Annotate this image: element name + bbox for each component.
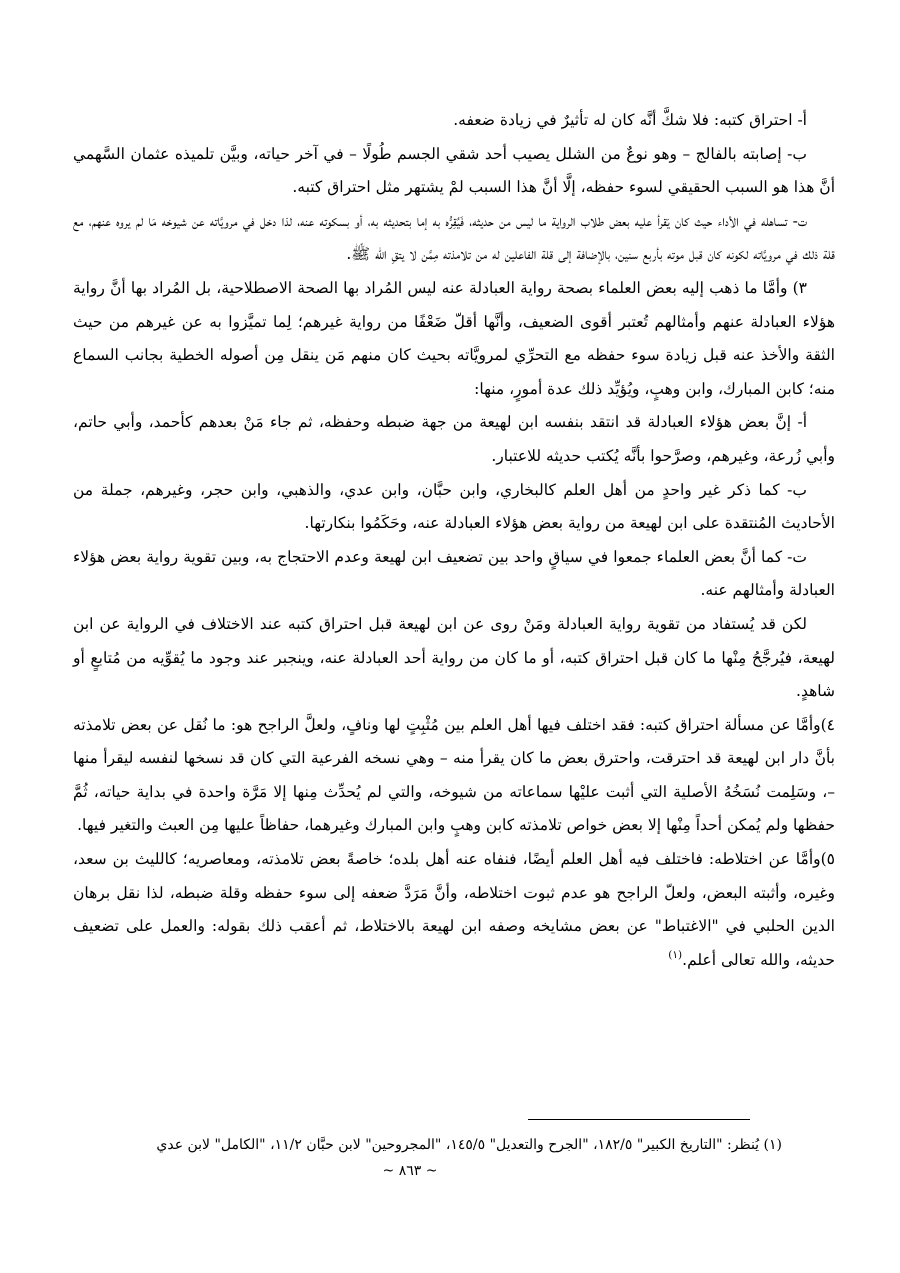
footnote-reference[interactable]: (١)	[668, 948, 683, 961]
paragraph-point-4: ٤)وأمَّا عن مسألة احتراق كتبه: فقد اختلف فيها أهل العلم بين مُثْبِتٍ لها ونافٍ، ولعلَّ الراجح هو: ما نُقل عن بعض تلامذته بأنَّ دار ابن لهيعة قد احترقت، واحترق بعض ما كان يقرأ منه – وهي نسخه الفرعية التي كان قد نسخها لنفسه ليقرأ منها –، وسَلِمت نُسَخُهُ الأصلية التي أثبت عليْها سماعاته من شيوخه، والتي لم يُحدِّث مِنها إلا مَرَّة واحدة في بداية حياته، ثُمَّ حفظها ولم يُمكن أحداً مِنْها إلا بعض خواص تلامذته كابن وهبٍ وابن المبارك وغيرهما، حفاظاً عليها مِن العبث والتغير فيها.	[73, 715, 835, 835]
paragraph-point-5-text: ٥)وأمَّا عن اختلاطه: فاختلف فيه أهل العلم أيضًا، فنفاه عنه أهل بلده؛ خاصةً بعض تلامذته، ومعاصريه؛ كالليث بن سعد، وغيره، وأثبته البعض، ولعلّ الراجح هو عدم ثبوت اختلاطه، وأنَّ مَرَدَّ ضعفه إلى سوء حفظه وقلة ضبطه، لذا نقل برهان الدين الحلبي في "الاغتباط" عن بعض مشايخه وصفه ابن لهيعة بالاختلاط، ثم أعقب ذلك بقوله: والعمل على تضعيف حديثه، والله تعالى أعلم.	[73, 850, 835, 969]
footnote-divider	[528, 1119, 750, 1120]
paragraph-burning-of-books: أ- احتراق كتبه: فلا شكَّ أنَّه كان له تأثيرٌ في زيادة ضعفه.	[453, 111, 807, 129]
paragraph-point-3-t: ت- كما أنَّ بعض العلماء جمعوا في سياقٍ واحد بين تضعيف ابن لهيعة وعدم الاحتجاج به، وبين تقوية رواية بعض هؤلاء العبادلة وأمثالهم عنه.	[73, 547, 835, 600]
paragraph-point-3: ٣) وأمَّا ما ذهب إليه بعض العلماء بصحة رواية العبادلة عنه ليس المُراد بها الصحة الاصطلاحية، بل المُراد بها أنَّ رواية هؤلاء العبادلة عنهم وأمثالهم تُعتبر أقوى الضعيف، وأنَّها أقلّ ضَعْفًا من رواية غيرهم؛ لِما تميَّزوا به عن غيرهم من حيث الثقة والأخذ عنه قبل زيادة سوء حفظه مع التحرِّي لمرويَّاته بحيث كان منهم مَن ينقل مِن أصوله الخطية بجانب السماع منه؛ كابن المبارك، وابن وهبٍ، ويُؤيِّد ذلك عدة أمورٍ، منها:	[73, 278, 835, 398]
paragraph-paralysis: ب- إصابته بالفالج – وهو نوعٌ من الشلل يصيب أحد شقي الجسم طُولًا – في آخر حياته، وبيَّن تلميذه عثمان السَّهمي أنَّ هذا هو السبب الحقيقي لسوء حفظه، إلَّا أنَّ هذا السبب لمْ يشتهر مثل احتراق كتبه.	[73, 144, 835, 197]
paragraph-leniency: ت- تساهله في الأداء حيث كان يَقرأ عليه بعض طلاب الرواية ما ليس من حديثه، فَيُقِرُّه به إما بتحديثه به، أو بسكوته عنه، لذا دخل في مرويَّاته عن شيوخه مَا لم يروه عنهم، مع قلة ذلك في مرويَّاته لكونه كان قبل موته بأربع سنين، بالإضافة إلى قلة الفاعلين له من تلامذته مِمَّن لا يتقِ الله ﷺ.	[73, 211, 835, 264]
footnote-text: (١) يُنظر: "التاريخ الكبير" ١٨٢/٥، "الجرح والتعديل" ١٤٥/٥، "المجروحين" لابن حبَّان ١١/٢، "الكامل" لابن عدي	[156, 1137, 782, 1153]
page-number: ~ ٨٦٣ ~	[382, 1163, 438, 1179]
paragraph-point-5	[73, 843, 835, 977]
paragraph-conclusion: لكن قد يُستفاد من تقوية رواية العبادلة ومَنْ روى عن ابن لهيعة قبل احتراق كتبه عند الاختلاف في الرواية عن ابن لهيعة، فيُرجَّحُ مِنْها ما كان قبل احتراق كتبه، أو ما كان من رواية أحد العبادلة عنه، وينجبر عند وجود ما يُقوِّيه من مُتابعٍ أو شاهدٍ.	[73, 614, 835, 701]
main-text	[73, 104, 835, 977]
paragraph-point-3-b: ب- كما ذكر غير واحدٍ من أهل العلم كالبخاري، وابن حبَّان، وابن عدي، والذهبي، وابن حجر، وغيرهم، جملة من الأحاديث المُنتقدة على ابن لهيعة من رواية بعض هؤلاء العبادلة عنه، وحَكَمُوا بنكارتها.	[73, 480, 835, 533]
paragraph-point-3-a: أ- إنَّ بعض هؤلاء العبادلة قد انتقد بنفسه ابن لهيعة من جهة ضبطه وحفظه، ثم جاء مَنْ بعدهم كأحمد، وأبي حاتم، وأبي زُرعة، وغيرهم، وصرَّحوا بأنَّه يُكتب حديثه للاعتبار.	[73, 413, 835, 465]
